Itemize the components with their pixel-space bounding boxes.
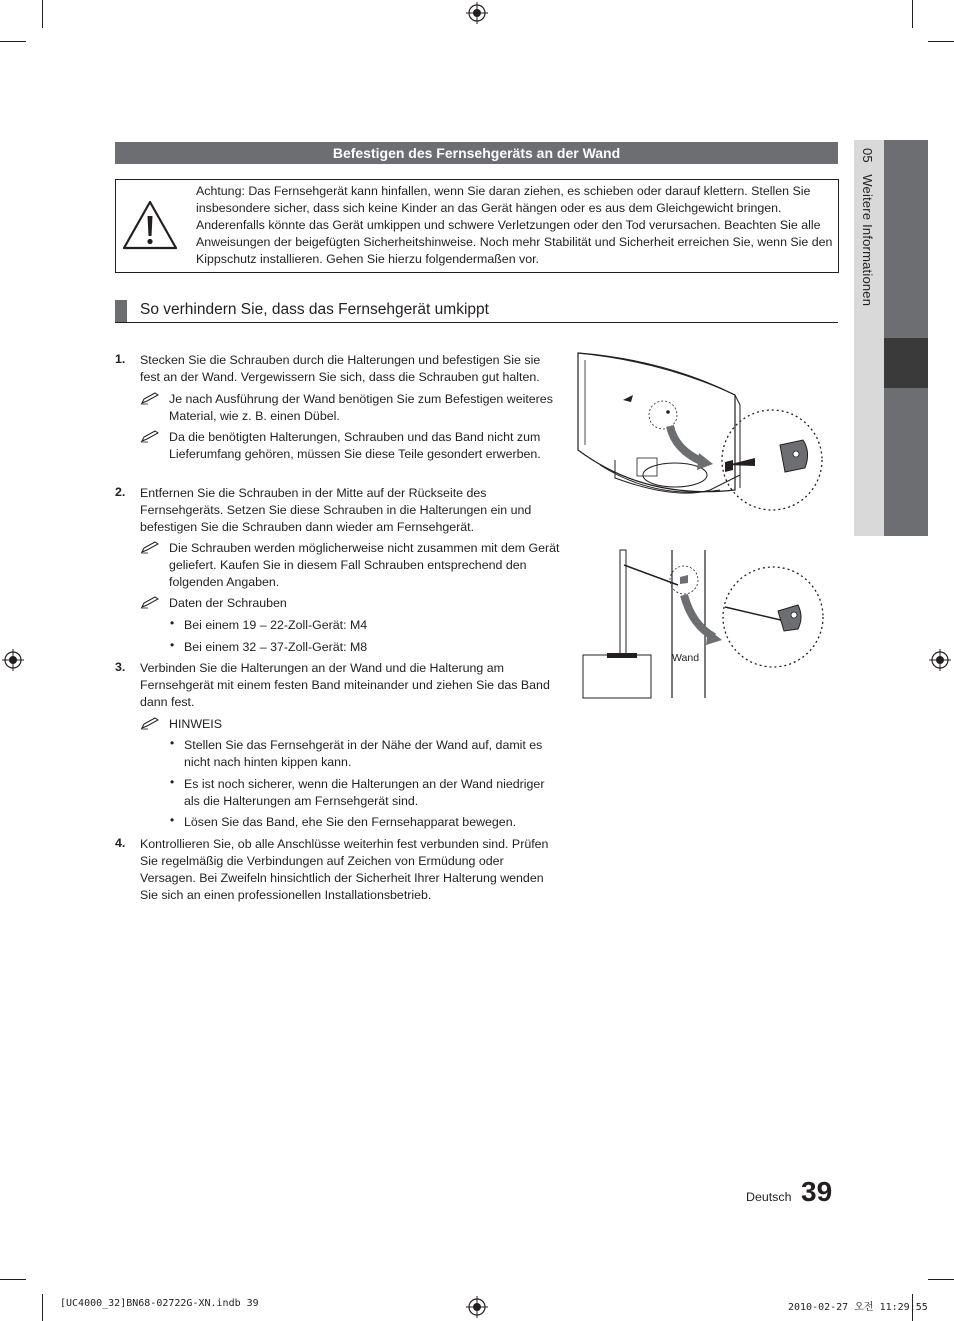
subheading — [115, 300, 838, 323]
step-number: 2. — [115, 485, 126, 499]
crop-mark — [42, 1294, 43, 1321]
bullet-dot: • — [170, 813, 175, 827]
note-text: Daten der Schrauben — [169, 596, 287, 610]
registration-mark-icon — [466, 1296, 488, 1318]
wall-label: Wand — [672, 652, 700, 664]
side-tab-title: Weitere Informationen — [860, 174, 875, 307]
subheading-text: So verhindern Sie, dass das Fernsehgerät umkippt — [140, 301, 489, 318]
note-text: Da die benötigten Halterungen, Schrauben und das Band nicht zum Lieferumfang gehören, müssen Sie diese Teile gesondert erwerben. — [169, 430, 541, 461]
bullet-text: Es ist noch sicherer, wenn die Halterungen an der Wand niedriger als die Halterungen am Fernsehgerät sind. — [184, 777, 545, 808]
warning-triangle-icon — [122, 199, 178, 251]
note-pencil-icon — [140, 391, 160, 405]
registration-mark-icon — [466, 2, 488, 24]
bullet-dot: • — [170, 736, 175, 750]
bullet-dot: • — [170, 638, 175, 652]
page-number: 39 — [801, 1176, 833, 1207]
note-pencil-icon — [140, 595, 160, 609]
note-pencil-icon — [140, 716, 160, 730]
step-number: 4. — [115, 836, 126, 850]
step-text: Kontrollieren Sie, ob alle Anschlüsse weiterhin fest verbunden sind. Prüfen Sie regelmäßig die Verbindungen auf Zeichen von Ermüdung oder Versagen. Bei Zweifeln hinsichtlich der Sicherheit Ihrer Halterung wenden Sie sich an einen professionellen Installationsbetrieb. — [140, 837, 549, 902]
bullet-dot: • — [170, 616, 175, 630]
step-text: Stecken Sie die Schrauben durch die Halterungen und befestigen Sie sie fest an der Wand. Vergewissern Sie sich, dass die Schrauben gut halten. — [140, 353, 541, 384]
crop-mark — [0, 41, 26, 42]
bullet-dot: • — [170, 775, 175, 789]
wall-side-illustration — [580, 545, 825, 700]
print-slug-file: [UC4000_32]BN68-02722G-XN.indb 39 — [60, 1298, 259, 1309]
footer-language: Deutsch — [746, 1190, 792, 1204]
tv-back-illustration — [575, 350, 827, 515]
crop-mark — [42, 0, 43, 28]
note-text: Die Schrauben werden möglicherweise nicht zusammen mit dem Gerät geliefert. Kaufen Sie in diesem Fall Schrauben entsprechend den folgenden Angaben. — [169, 541, 560, 589]
note-pencil-icon — [140, 540, 160, 554]
crop-mark — [912, 0, 913, 28]
side-tab-marker — [884, 338, 928, 388]
registration-mark-icon — [2, 649, 24, 671]
crop-mark — [0, 1279, 26, 1280]
note-text: HINWEIS — [169, 717, 223, 731]
warning-text — [196, 183, 834, 268]
registration-mark-icon — [929, 649, 951, 671]
note-pencil-icon — [140, 429, 160, 443]
bullet-text: Bei einem 19 – 22-Zoll-Gerät: M4 — [184, 618, 368, 632]
step-number: 1. — [115, 352, 126, 366]
side-tab-number: 05 — [860, 148, 875, 163]
note-text: Je nach Ausführung der Wand benötigen Sie zum Befestigen weiteres Material, wie z. B. einen Dübel. — [169, 392, 553, 423]
subheading-marker — [115, 300, 127, 322]
bullet-text: Bei einem 32 – 37-Zoll-Gerät: M8 — [184, 640, 368, 654]
step-text: Entfernen Sie die Schrauben in der Mitte auf der Rückseite des Fernsehgeräts. Setzen Sie diese Schrauben in die Halterungen ein und befestigen Sie die Schrauben dann wieder am Fernsehgerät. — [140, 486, 532, 534]
print-slug-date: 2010-02-27 오전 11:29:55 — [788, 1302, 928, 1313]
crop-mark — [928, 41, 954, 42]
warning-body: : Das Fernsehgerät kann hinfallen, wenn Sie daran ziehen, es schieben oder darauf klettern. Stellen Sie insbesondere sicher, dass sich keine Kinder an das Gerät hängen oder es aus dem Gleichgewicht bringen. Anderenfalls könnte das Gerät umkippen und schwere Verletzungen oder den Tod verursachen. Beachten Sie alle Anweisungen der beigefügten Sicherheitshinweise. Noch mehr Stabilität und Sicherheit erreichen Sie, wenn Sie den Kippschutz installieren. Gehen Sie hierzu folgendermaßen vor. — [196, 184, 833, 266]
side-tab-label — [860, 148, 875, 306]
warning-label: Achtung — [196, 184, 242, 198]
step-text: Verbinden Sie die Halterungen an der Wand und die Halterung am Fernsehgerät mit einem festen Band miteinander und ziehen Sie das Band dann fest. — [140, 661, 550, 709]
step-number: 3. — [115, 660, 126, 674]
bullet-text: Lösen Sie das Band, ehe Sie den Fernsehapparat bewegen. — [184, 815, 517, 829]
crop-mark — [928, 1279, 954, 1280]
bullet-text: Stellen Sie das Fernsehgerät in der Nähe der Wand auf, damit es nicht nach hinten kippen kann. — [184, 738, 543, 769]
section-title: Befestigen des Fernsehgeräts an der Wand — [115, 142, 838, 164]
